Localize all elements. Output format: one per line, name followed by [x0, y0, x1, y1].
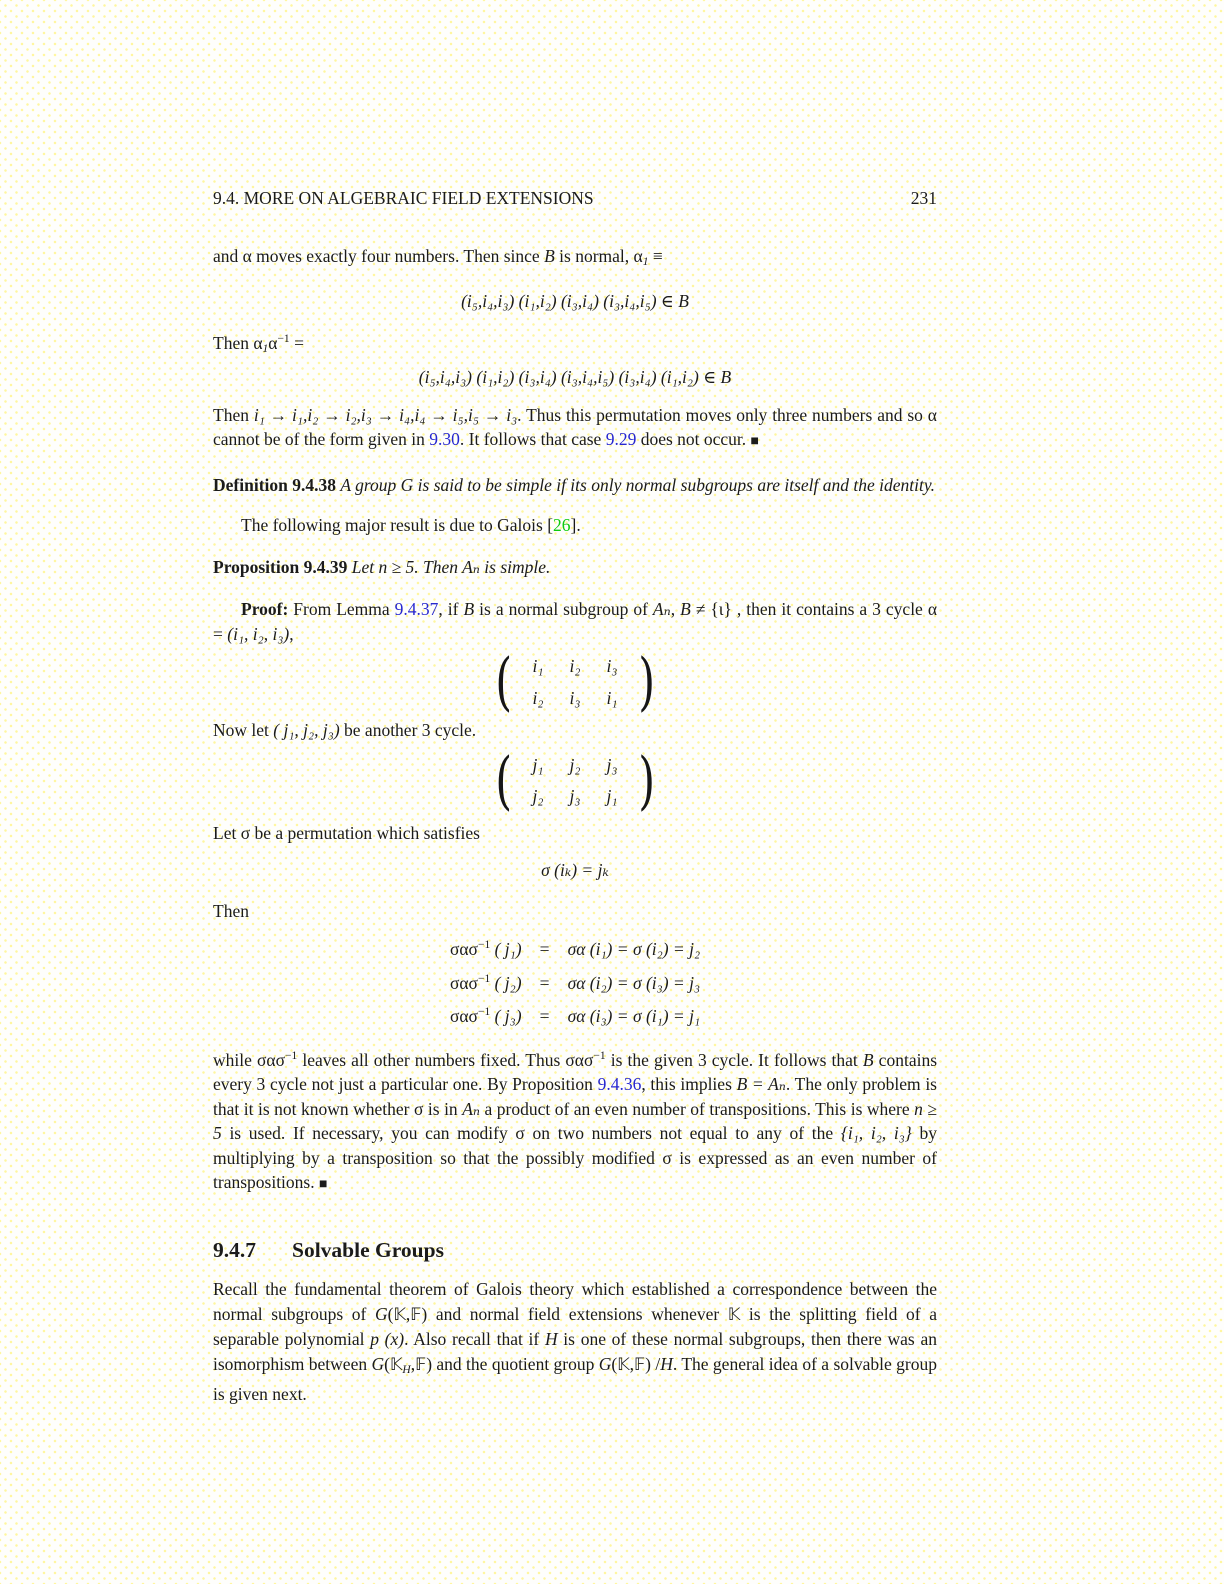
- text-segment: H: [402, 1363, 411, 1376]
- text-segment: is one of these normal subgroups, then there was an isomorphism between: [213, 1329, 937, 1374]
- matrix-cell: i₁: [606, 687, 618, 708]
- text-segment: (: [611, 1353, 618, 1374]
- paragraph-alpha-moves: [213, 244, 937, 275]
- matrix-cell: j₂: [569, 754, 581, 775]
- ref-9-29[interactable]: 9.29: [605, 429, 637, 449]
- text-segment: A group G is said to be simple if its only normal subgroups are itself and the identity.: [340, 474, 936, 495]
- paragraph-proof-intro: [213, 597, 937, 646]
- text-segment: ( j₁, j₂, j₃): [273, 720, 340, 740]
- text-segment: ≠ {ι} , then it contains a 3 cycle α =: [213, 599, 937, 644]
- text-segment: The following major result is due to Galois [: [241, 515, 554, 535]
- text-segment: G: [375, 1303, 388, 1324]
- text-segment: ,: [405, 1303, 411, 1324]
- left-paren: (: [495, 743, 513, 818]
- paragraph-permutation-moves-three: [213, 403, 937, 455]
- text-segment: ■: [750, 434, 759, 449]
- running-title: 9.4. MORE ON ALGEBRAIC FIELD EXTENSIONS: [213, 188, 594, 208]
- display-equation-cycle-product-1: (i₅,i₄,i₃) (i₁,i₂) (i₃,i₄) (i₃,i₄,i₅) ∈ B: [461, 291, 689, 311]
- text-segment: 𝕂: [617, 1354, 630, 1374]
- text-segment: ≡: [648, 245, 663, 266]
- text-segment: Aₙ: [462, 1098, 480, 1119]
- text-segment: . Also recall that if: [404, 1329, 545, 1349]
- text-segment: . The general idea of a solvable group is given next.: [213, 1353, 937, 1404]
- text-segment: B = Aₙ: [736, 1074, 786, 1094]
- text-segment: p (x): [370, 1329, 405, 1349]
- text-segment: Proposition 9.4.39: [213, 556, 348, 577]
- page-content: [213, 0, 937, 1407]
- text-segment: contains every 3 cycle not just a particular one. By Proposition: [213, 1049, 938, 1094]
- superscript: −1: [477, 972, 491, 985]
- section-number: 9.4.7: [213, 1237, 256, 1262]
- matrix-cell: j₂: [532, 786, 544, 806]
- text-segment: ) and the quotient group: [426, 1353, 599, 1374]
- definition-9-4-38: [213, 473, 937, 498]
- text-segment: G: [371, 1353, 385, 1374]
- text-segment: Then: [213, 404, 254, 425]
- right-paren: ): [637, 645, 655, 719]
- equals-sign: =: [539, 972, 550, 993]
- align-lhs: [450, 933, 522, 962]
- matrix-entries: [520, 753, 631, 809]
- section-heading-9-4-7: [213, 1238, 937, 1263]
- align-rhs: σα (i₃) = σ (i₁) = j₁: [567, 1006, 701, 1026]
- text-segment: Let σ be a permutation which satisfies: [213, 822, 480, 843]
- text-segment: B: [862, 1049, 874, 1070]
- text-segment: ■: [318, 1177, 328, 1192]
- equals-sign: =: [539, 1006, 550, 1026]
- text-segment: , this implies: [641, 1074, 737, 1094]
- text-segment: is normal, α: [554, 245, 643, 266]
- text-segment: does not occur.: [636, 429, 751, 449]
- align-rhs: σα (i₁) = σ (i₂) = j₂: [567, 939, 701, 959]
- text-segment: (: [387, 1303, 394, 1324]
- text-segment: is a normal subgroup of: [474, 599, 653, 619]
- text-segment: B: [680, 599, 691, 619]
- text-segment: ].: [570, 515, 581, 535]
- matrix-j-cycle: [213, 743, 937, 818]
- display-equation-sigma-ik: σ (iₖ) = jₖ: [541, 860, 609, 880]
- text-segment: 1: [262, 342, 269, 355]
- text-segment: σασ: [449, 972, 478, 993]
- ref-9-30[interactable]: 9.30: [429, 429, 460, 449]
- text-segment: ) and normal field extensions whenever: [421, 1303, 728, 1324]
- superscript: −1: [477, 939, 491, 951]
- matrix-cell: i₃: [606, 656, 618, 676]
- line-then-alpha-inverse: [213, 327, 937, 362]
- align-equations-block: [213, 933, 937, 1029]
- text-segment: B: [544, 245, 555, 266]
- text-segment: Let n ≥ 5. Then Aₙ is simple.: [351, 556, 551, 577]
- text-segment: 𝔽: [410, 1304, 422, 1324]
- text-segment: ( j₃): [490, 1006, 522, 1026]
- display-equation-cycle-product-2: (i₅,i₄,i₃) (i₁,i₂) (i₃,i₄) (i₃,i₄,i₅) (i₃,i₄) (i₁,i₂) ∈ B: [418, 367, 732, 387]
- text-segment: Proof:: [241, 599, 289, 619]
- paragraph-then: [213, 899, 937, 924]
- text-segment: ( j₂): [490, 972, 522, 993]
- text-segment: by multiplying by a transposition so that the possibly modified σ is expressed as an even number of transpositions.: [213, 1123, 938, 1192]
- text-segment: 𝕂: [389, 1354, 403, 1374]
- text-segment: leaves all other numbers fixed. Thus σασ: [297, 1049, 594, 1070]
- text-segment: B: [463, 599, 475, 619]
- matrix-cell: j₃: [606, 754, 618, 775]
- text-segment: . Thus this permutation moves only three numbers and so α cannot be of the form given in: [213, 404, 937, 449]
- text-segment: ,: [629, 1353, 635, 1374]
- text-segment: ,: [289, 623, 294, 644]
- text-segment: , if: [438, 599, 464, 619]
- text-segment: {i₁, i₂, i₃}: [840, 1123, 912, 1143]
- text-segment: −1: [593, 1049, 606, 1062]
- superscript: −1: [477, 1006, 491, 1018]
- matrix-cell: i₂: [532, 687, 544, 708]
- paragraph-let-sigma: [213, 821, 937, 846]
- text-segment: (: [384, 1353, 390, 1374]
- proposition-9-4-39: [213, 555, 937, 580]
- text-segment: ,: [670, 599, 681, 619]
- text-segment: . It follows that case: [459, 429, 606, 449]
- paragraph-now-let: [213, 718, 937, 743]
- text-segment: i₁ → i₁,i₂ → i₂,i₃ → i₄,i₄ → i₅,i₅ → i₃: [253, 404, 518, 425]
- text-segment: is the splitting field of a separable polynomial: [213, 1303, 937, 1349]
- paragraph-proof-conclusion: [213, 1044, 937, 1198]
- text-segment: ,: [410, 1353, 416, 1374]
- text-segment: is the given 3 cycle. It follows that: [605, 1049, 863, 1070]
- text-segment: 𝕂: [393, 1304, 406, 1324]
- text-segment: Recall the fundamental theorem of Galois theory which established a correspondence between the normal subgroups of: [213, 1279, 937, 1324]
- matrix-cell: j₃: [569, 786, 581, 806]
- text-segment: be another 3 cycle.: [339, 720, 477, 740]
- paragraph-galois-citation: [213, 513, 937, 538]
- text-segment: G: [598, 1353, 612, 1374]
- text-segment: −1: [277, 332, 290, 345]
- text-segment: Aₙ: [652, 599, 671, 619]
- text-segment: σασ: [449, 1006, 478, 1026]
- page-header: [213, 186, 937, 211]
- citation-26[interactable]: 26: [553, 515, 571, 535]
- matrix-cell: j₁: [532, 754, 544, 775]
- text-segment: −1: [285, 1049, 298, 1062]
- text-segment: Then: [213, 900, 249, 921]
- text-segment: . The only problem is that it is not known whether σ is in: [213, 1074, 937, 1119]
- text-segment: and α moves exactly four numbers. Then since: [213, 245, 545, 266]
- text-segment: H: [544, 1329, 558, 1349]
- text-segment: From Lemma: [288, 599, 395, 619]
- text-segment: ) /: [645, 1353, 661, 1374]
- left-paren: (: [495, 645, 513, 719]
- text-segment: 𝔽: [634, 1354, 646, 1374]
- text-segment: 1: [642, 255, 649, 268]
- text-segment: α: [268, 332, 278, 353]
- ref-9-4-36[interactable]: 9.4.36: [597, 1074, 642, 1094]
- text-segment: 𝕂: [727, 1304, 741, 1324]
- text-segment: σασ: [449, 939, 478, 959]
- matrix-cell: i₂: [569, 656, 581, 676]
- text-segment: Then α: [213, 332, 263, 353]
- matrix-cell: i₁: [532, 656, 544, 676]
- text-segment: a product of an even number of transpositions. This is where: [479, 1098, 915, 1119]
- text-segment: is used. If necessary, you can modify σ on two numbers not equal to any of the: [221, 1123, 841, 1143]
- align-lhs: [450, 1000, 522, 1029]
- text-segment: n ≥ 5: [213, 1098, 937, 1143]
- text-segment: while σασ: [213, 1049, 286, 1070]
- matrix-cell: i₃: [569, 687, 581, 708]
- page-number: 231: [910, 188, 937, 208]
- equals-sign: =: [539, 939, 550, 959]
- align-rhs: σα (i₂) = σ (i₃) = j₃: [567, 972, 701, 993]
- ref-9-4-37[interactable]: 9.4.37: [394, 599, 439, 619]
- align-lhs: [450, 967, 522, 996]
- text-segment: Now let: [213, 720, 274, 740]
- paragraph-solvable-groups-intro: [213, 1277, 937, 1407]
- text-segment: 𝔽: [415, 1354, 427, 1374]
- text-segment: =: [289, 332, 304, 353]
- text-segment: (i₁, i₂, i₃): [227, 623, 290, 644]
- section-title: Solvable Groups: [292, 1237, 444, 1262]
- matrix-entries: [520, 654, 631, 710]
- text-segment: ( j₁): [490, 939, 522, 959]
- text-segment: Definition 9.4.38: [213, 474, 336, 495]
- matrix-cell: j₁: [606, 786, 618, 806]
- matrix-i-cycle: [213, 645, 937, 719]
- text-segment: H: [660, 1353, 673, 1374]
- right-paren: ): [637, 743, 655, 818]
